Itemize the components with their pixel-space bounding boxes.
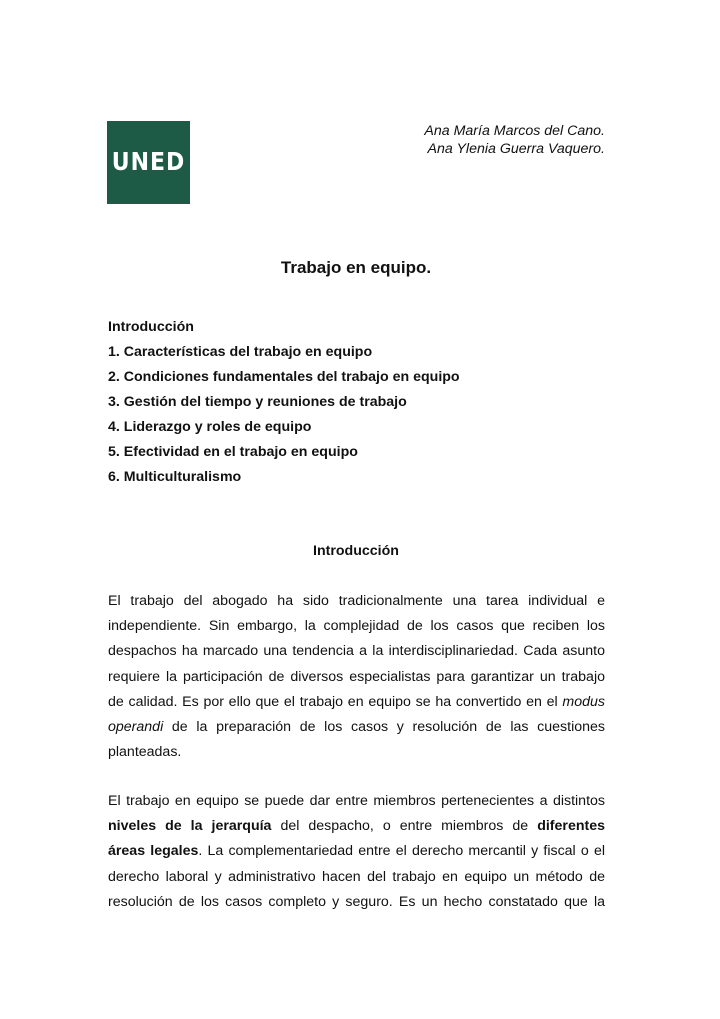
text-run: del despacho, o entre miembros de <box>280 818 529 835</box>
italic-run: modus <box>562 693 605 710</box>
toc-item: 4. Liderazgo y roles de equipo <box>108 419 312 435</box>
toc-item: 5. Efectividad en el trabajo en equipo <box>108 444 358 460</box>
toc-item: 2. Condiciones fundamentales del trabajo en equipo <box>108 369 460 385</box>
author-1: Ana María Marcos del Cano. <box>424 123 605 139</box>
authors-block <box>424 122 605 158</box>
text-run: de calidad. Es por ello que el trabajo en equipo se ha convertido en el <box>108 693 558 710</box>
bold-run: diferentes <box>537 818 606 835</box>
document-title: Trabajo en equipo. <box>280 258 432 277</box>
paragraph-line: despachos ha marcado una tendencia a la interdisciplinariedad. Cada asunto <box>108 643 605 660</box>
paragraph-line <box>108 690 605 715</box>
toc-item: 1. Características del trabajo en equipo <box>108 344 373 360</box>
paragraph-line <box>108 839 605 864</box>
toc-item: Introducción <box>108 319 194 335</box>
paragraph-line: requiere la participación de diversos especialistas para garantizar un trabajo <box>108 668 605 685</box>
paragraph-line: derecho laboral y administrativo hacen del trabajo en equipo un método de <box>108 868 605 885</box>
toc-item: 6. Multiculturalismo <box>108 469 242 485</box>
author-2: Ana Ylenia Guerra Vaquero. <box>427 141 605 157</box>
paragraph-1 <box>108 589 605 765</box>
paragraph-2 <box>108 789 605 915</box>
text-run: de la preparación de los casos y resolución de las cuestiones <box>171 719 605 736</box>
table-of-contents <box>108 317 460 492</box>
text-run: . La complementariedad entre el derecho mercantil y fiscal o el <box>198 843 605 860</box>
paragraph-line <box>108 814 605 839</box>
uned-logo <box>107 121 190 204</box>
bold-run: niveles de la jerarquía <box>108 818 272 835</box>
paragraph-line: planteadas. <box>108 744 182 761</box>
italic-run: operandi <box>108 719 164 736</box>
bold-run: áreas legales <box>108 843 199 860</box>
section-heading-introduccion: Introducción <box>313 543 399 559</box>
paragraph-line <box>108 715 605 740</box>
paragraph-line: resolución de los casos completo y seguro. Es un hecho constatado que la <box>108 893 605 910</box>
paragraph-line: El trabajo en equipo se puede dar entre miembros pertenecientes a distintos <box>108 793 605 809</box>
paragraph-line: independiente. Sin embargo, la complejidad de los casos que reciben los <box>108 618 605 635</box>
uned-logo-text: UNED <box>111 148 186 177</box>
paragraph-line: El trabajo del abogado ha sido tradicionalmente una tarea individual e <box>108 593 605 609</box>
toc-item: 3. Gestión del tiempo y reuniones de trabajo <box>108 394 407 410</box>
